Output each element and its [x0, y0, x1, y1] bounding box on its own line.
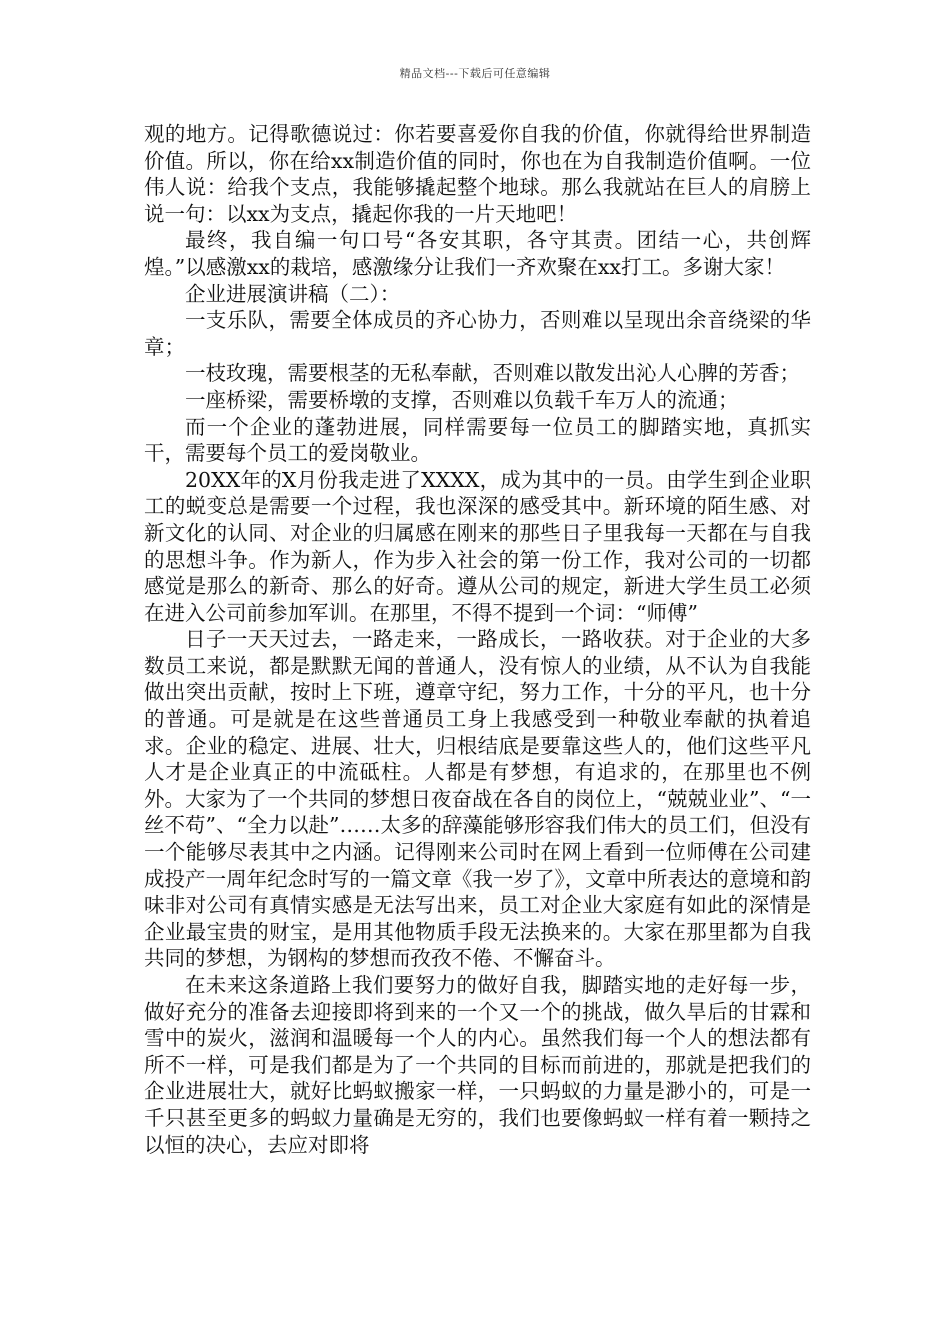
paragraph-3: 一支乐队，需要全体成员的齐心协力，否则难以呈现出余音绕梁的华章；	[144, 308, 811, 359]
paragraph-1: 观的地方。记得歌德说过：你若要喜爱你自我的价值，你就得给世界制造价值。所以，你在给xx制造价值的同时，你也在为自我制造价值啊。一位伟人说：给我个支点，我能够撬起整个地球。那么我就站在巨人的肩膀上说一句：以xx为支点，撬起你我的一片天地吧！	[144, 122, 811, 226]
page-header: 精品文档---下载后可任意编辑	[399, 67, 551, 80]
paragraph-6: 而一个企业的蓬勃进展，同样需要每一位员工的脚踏实地，真抓实干，需要每个员工的爱岗敬业。	[144, 414, 811, 466]
paragraph-4: 一枝玫瑰，需要根茎的无私奉献，否则难以散发出沁人心脾的芳香；	[185, 361, 800, 386]
paragraph-7: 20XX年的X月份我走进了XXXX，成为其中的一员。由学生到企业职工的蜕变总是需要一个过程，我也深深的感受其中。新环境的陌生感、对新文化的认同、对企业的归属感在刚来的那些日子里我每一天都在与自我的思想斗争。作为新人，作为步入社会的第一份工作，我对公司的一切都感觉是那么的新奇、那么的好奇。遵从公司的规定，新进大学生员工必须在进入公司前参加军训。在那里，不得不提到一个词：“师傅”	[144, 467, 811, 625]
paragraph-5: 一座桥梁，需要桥墩的支撑，否则难以负载千车万人的流通；	[185, 387, 739, 412]
document-body	[144, 121, 811, 1158]
section-title: 企业进展演讲稿（二）：	[185, 281, 401, 306]
paragraph-8: 日子一天天过去，一路走来，一路成长，一路收获。对于企业的大多数员工来说，都是默默无闻的普通人，没有惊人的业绩，从不认为自我能做出突出贡献，按时上下班，遵章守纪，努力工作，十分的平凡，也十分的普通。可是就是在这些普通员工身上我感受到一种敬业奉献的执着追求。企业的稳定、进展、壮大，归根结底是要靠这些人的，他们这些平凡人才是企业真正的中流砥柱。人都是有梦想，有追求的，在那里也不例外。大家为了一个共同的梦想日夜奋战在各自的岗位上，“兢兢业业”、“一丝不苟”、“全力以赴”……太多的辞藻能够形容我们伟大的员工们，但没有一个能够尽表其中之内涵。记得刚来公司时在网上看到一位师傅在公司建成投产一周年纪念时写的一篇文章《我一岁了》，文章中所表达的意境和韵味非对公司有真情实感是无法写出来，员工对企业大家庭有如此的深情是企业最宝贵的财宝，是用其他物质手段无法换来的。大家在那里都为自我共同的梦想，为钢构的梦想而孜孜不倦、不懈奋斗。	[144, 627, 811, 971]
paragraph-2: 最终，我自编一句口号“各安其职，各守其责。团结一心，共创辉煌。”以感激xx的栽培，感激缘分让我们一齐欢聚在xx打工。多谢大家！	[144, 228, 811, 279]
paragraph-9: 在未来这条道路上我们要努力的做好自我，脚踏实地的走好每一步，做好充分的准备去迎接即将到来的一个又一个的挑战，做久旱后的甘霖和雪中的炭火，滋润和温暖每一个人的内心。虽然我们每一个人的想法都有所不一样，可是我们都是为了一个共同的目标而前进的，那就是把我们的企业进展壮大，就好比蚂蚁搬家一样，一只蚂蚁的力量是渺小的，可是一千只甚至更多的蚂蚁力量确是无穷的，我们也要像蚂蚁一样有着一颗持之以恒的决心，去应对即将	[144, 973, 811, 1157]
